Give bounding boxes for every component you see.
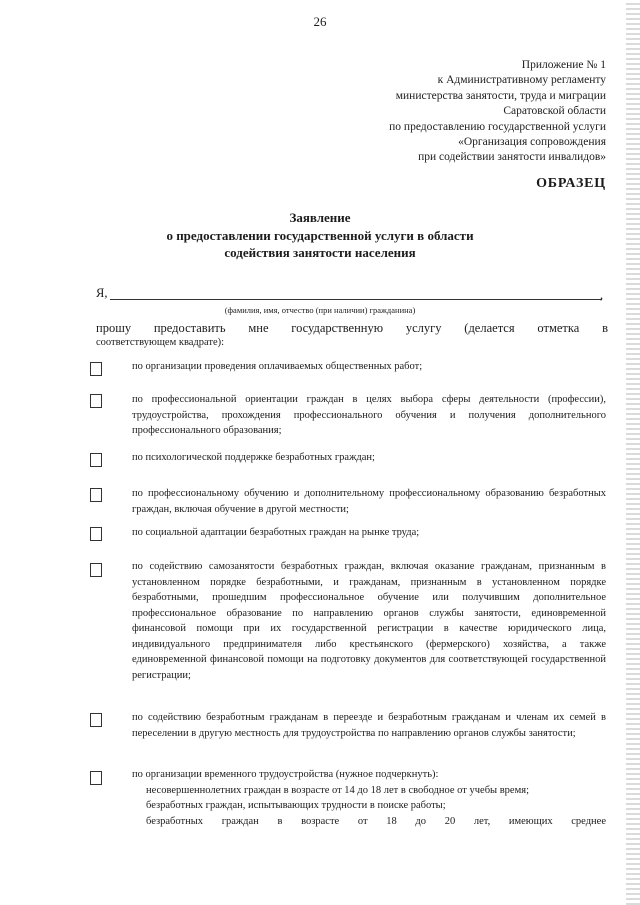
temp-employment-heading: по организации временного трудоустройства (нужное подчеркнуть): [132, 769, 439, 780]
appendix-line: «Организация сопровождения [458, 136, 606, 149]
title-line: содействия занятости населения [224, 245, 416, 260]
option-checkbox[interactable] [90, 453, 102, 467]
option-text: по психологической поддержке безработных граждан; [132, 452, 375, 463]
applicant-prefix: Я, [96, 286, 108, 300]
page-number: 26 [313, 14, 327, 29]
temp-employment-block [132, 767, 606, 829]
document-title [0, 209, 640, 262]
appendix-block [306, 58, 606, 166]
appendix-line: к Административному регламенту [437, 74, 606, 87]
sample-label: ОБРАЗЕЦ [536, 176, 606, 191]
option-checkbox[interactable] [90, 527, 102, 541]
option-text: по профессиональному обучению и дополнительному профессиональному образованию безработных граждан, включая обучение в другой местности; [132, 488, 606, 515]
option-checkbox[interactable] [90, 362, 102, 376]
title-line: о предоставлении государственной услуги в области [166, 227, 474, 243]
option-text: по содействию самозанятости безработных граждан, включая оказание гражданам, признанным в установленном порядке безработными, и гражданам, признанным в установленном порядке безработными, прошедшим профессиональное обучение или получившим дополнительное профессиональное образование по направлению органов службы занятости, единовременной финансовой помощи при их государственной регистрации в качестве юридического лица, индивидуального предпринимателя либо крестьянского (фермерского) хозяйства, а также единовременной финансовой помощи на подготовку документов для соответствующей государственной регистрации; [132, 561, 606, 681]
appendix-line: при содействии занятости инвалидов» [418, 151, 606, 164]
applicant-name-line[interactable] [110, 299, 602, 300]
temp-employment-item: безработных граждан в возрасте от 18 до 20 лет, имеющих среднее [146, 815, 606, 827]
option-checkbox[interactable] [90, 713, 102, 727]
option-checkbox[interactable] [90, 563, 102, 577]
request-text: прошу предоставить мне государственную услугу (делается отметка в [96, 321, 608, 335]
appendix-line: по предоставлению государственной услуги [389, 120, 606, 133]
temp-employment-item: несовершеннолетних граждан в возрасте от 14 до 18 лет в свободное от учебы время; [146, 784, 529, 796]
applicant-comma: , [600, 288, 604, 302]
temp-employment-item: безработных граждан, испытывающих трудности в поиске работы; [146, 800, 446, 811]
option-checkbox[interactable] [90, 488, 102, 502]
option-text: по социальной адаптации безработных граждан на рынке труда; [132, 527, 420, 538]
appendix-line: министерства занятости, труда и миграции [395, 89, 606, 102]
option-text: по содействию безработным гражданам в переезде и безработным гражданам и членам их семей в переселении в другую местность для трудоустройства по направлению органов службы занятости; [132, 712, 606, 739]
option-text: по профессиональной ориентации граждан в целях выбора сферы деятельности (профессии), трудоустройства, прохождения профессионального обучения и получения дополнительного профессионального образования; [132, 394, 606, 436]
scan-edge [626, 0, 640, 905]
title-line: Заявление [289, 210, 351, 225]
option-text: по организации проведения оплачиваемых общественных работ; [132, 361, 423, 372]
request-subtext: соответствующем квадрате): [96, 337, 225, 348]
applicant-caption: (фамилия, имя, отчество (при наличии) гражданина) [224, 305, 416, 315]
appendix-line: Саратовской области [503, 105, 606, 118]
appendix-line: Приложение № 1 [521, 59, 606, 71]
option-checkbox[interactable] [90, 771, 102, 785]
option-checkbox[interactable] [90, 394, 102, 408]
